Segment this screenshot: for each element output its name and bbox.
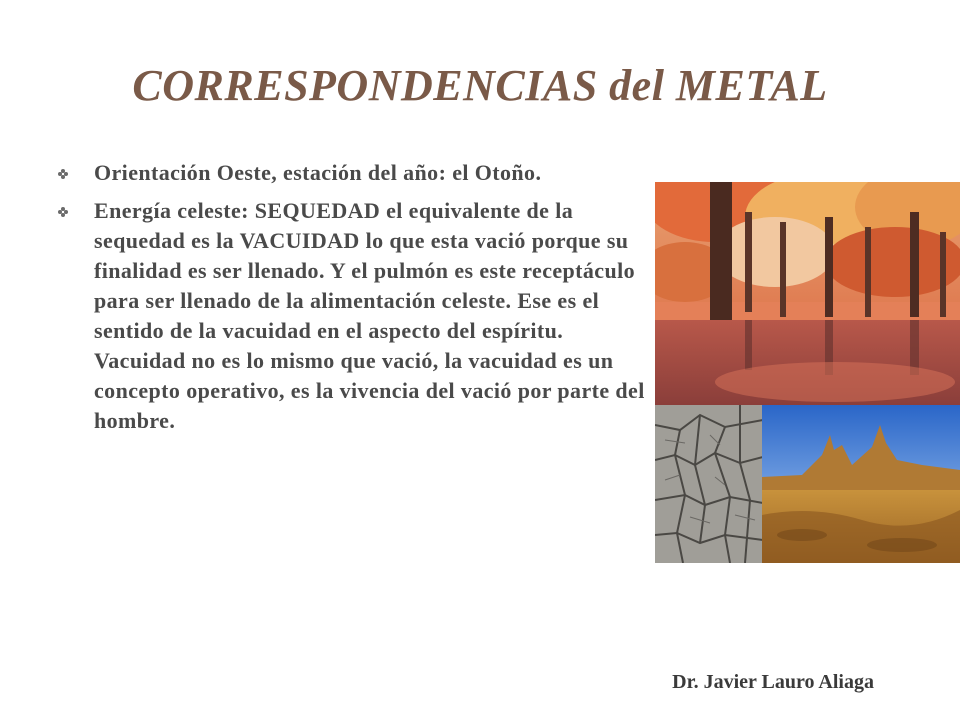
diamond-bullet-icon — [58, 207, 68, 217]
desert-landscape-image — [762, 405, 960, 563]
bullet-list — [58, 158, 650, 444]
slide-title: CORRESPONDENCIAS del METAL — [132, 61, 828, 110]
bullet-item — [58, 158, 650, 188]
cracked-earth-image — [655, 405, 763, 563]
bullet-item — [58, 196, 650, 436]
autumn-forest-image — [655, 182, 960, 406]
diamond-bullet-icon — [58, 169, 68, 179]
bullet-text: Orientación Oeste, estación del año: el Otoño. — [94, 160, 542, 185]
bullet-text: Energía celeste: SEQUEDAD el equivalente de la sequedad es la VACUIDAD lo que esta vació porque su finalidad es ser llenado. Y el pulmón es este receptáculo para ser llenado de la alimentación celeste. Ese es el sentido de la vacuidad en el aspecto del espíritu. Vacuidad no es lo mismo que vació, la vacuidad es un concepto operativo, es la vivencia del vació por parte del hombre. — [94, 198, 645, 433]
author-credit: Dr. Javier Lauro Aliaga — [672, 671, 874, 693]
